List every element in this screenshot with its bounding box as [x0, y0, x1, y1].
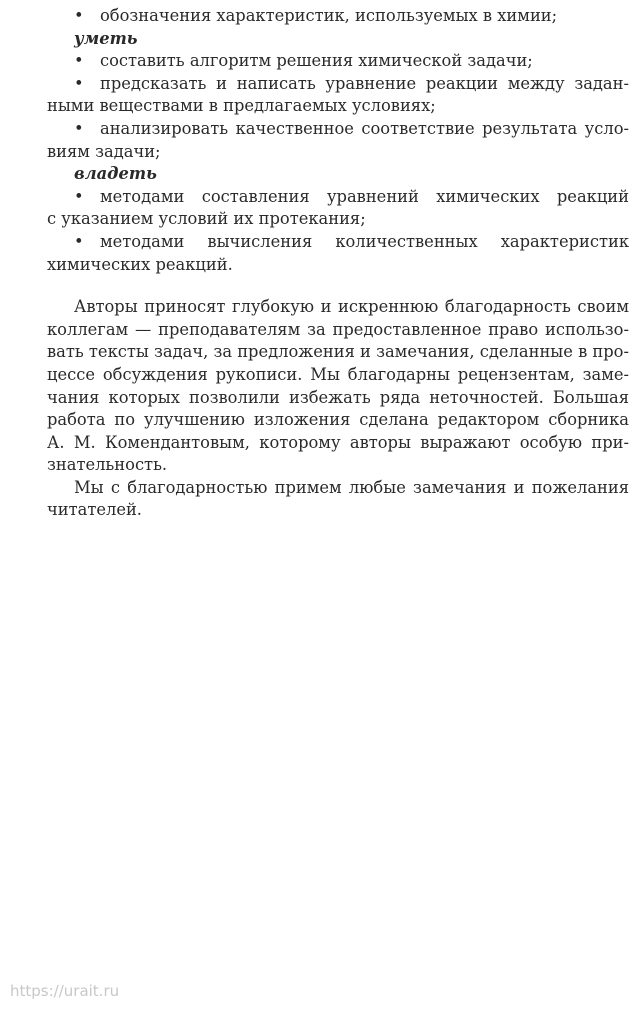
paragraph-line: читателей. — [47, 500, 142, 520]
list-item — [47, 118, 629, 141]
bullet-marker: • — [74, 6, 84, 25]
list-item-continuation: химических реакций. — [47, 254, 233, 274]
list-item — [47, 73, 629, 96]
list-item — [47, 50, 629, 73]
list-item-continuation: виям задачи; — [47, 141, 161, 161]
list-item-text: анализировать качественное соответствие результата усло- — [100, 118, 629, 138]
list-item-text: составить алгоритм решения химической задачи; — [100, 51, 533, 71]
section-heading-umet: уметь — [74, 28, 138, 48]
bullet-marker: • — [74, 73, 84, 93]
paragraph-line: цессе обсуждения рукописи. Мы благодарны рецензентам, заме- — [47, 364, 629, 384]
document-page — [47, 5, 629, 522]
list-item — [47, 231, 629, 254]
list-item-text: обозначения характеристик, используемых в химии; — [100, 6, 558, 25]
paragraph-line: чания которых позволили избежать ряда неточностей. Большая — [47, 387, 629, 407]
list-item — [47, 5, 629, 28]
bullet-marker: • — [74, 231, 84, 251]
paragraph-line: знательность. — [47, 455, 168, 475]
bullet-marker: • — [74, 118, 84, 138]
list-item-continuation: с указанием условий их протекания; — [47, 209, 366, 229]
closing-paragraph — [47, 477, 629, 522]
section-heading-vladet: владеть — [74, 164, 157, 184]
paragraph-line: вать тексты задач, за предложения и замечания, сделанные в про- — [47, 342, 629, 362]
paragraph-line: работа по улучшению изложения сделана редактором сборника — [47, 410, 629, 430]
bullet-marker: • — [74, 186, 84, 206]
paragraph-line: Авторы приносят глубокую и искреннюю благодарность своим — [74, 297, 629, 317]
list-item-text: предсказать и написать уравнение реакции между задан- — [100, 73, 629, 93]
list-item — [47, 186, 629, 209]
watermark-url: https://urait.ru — [10, 982, 120, 1000]
list-item-text: методами составления уравнений химических реакций — [100, 186, 629, 206]
bullet-marker: • — [74, 51, 84, 71]
list-item-text: методами вычисления количественных характеристик — [100, 231, 629, 251]
paragraph-line: А. М. Комендантовым, которому авторы выражают особую при- — [47, 432, 629, 452]
paragraph-line: коллегам — преподавателям за предоставленное право использо- — [47, 319, 629, 339]
paragraph-line: Мы с благодарностью примем любые замечания и пожелания — [74, 477, 629, 497]
acknowledgement-paragraph — [47, 296, 629, 477]
list-item-continuation: ными веществами в предлагаемых условиях; — [47, 96, 436, 116]
